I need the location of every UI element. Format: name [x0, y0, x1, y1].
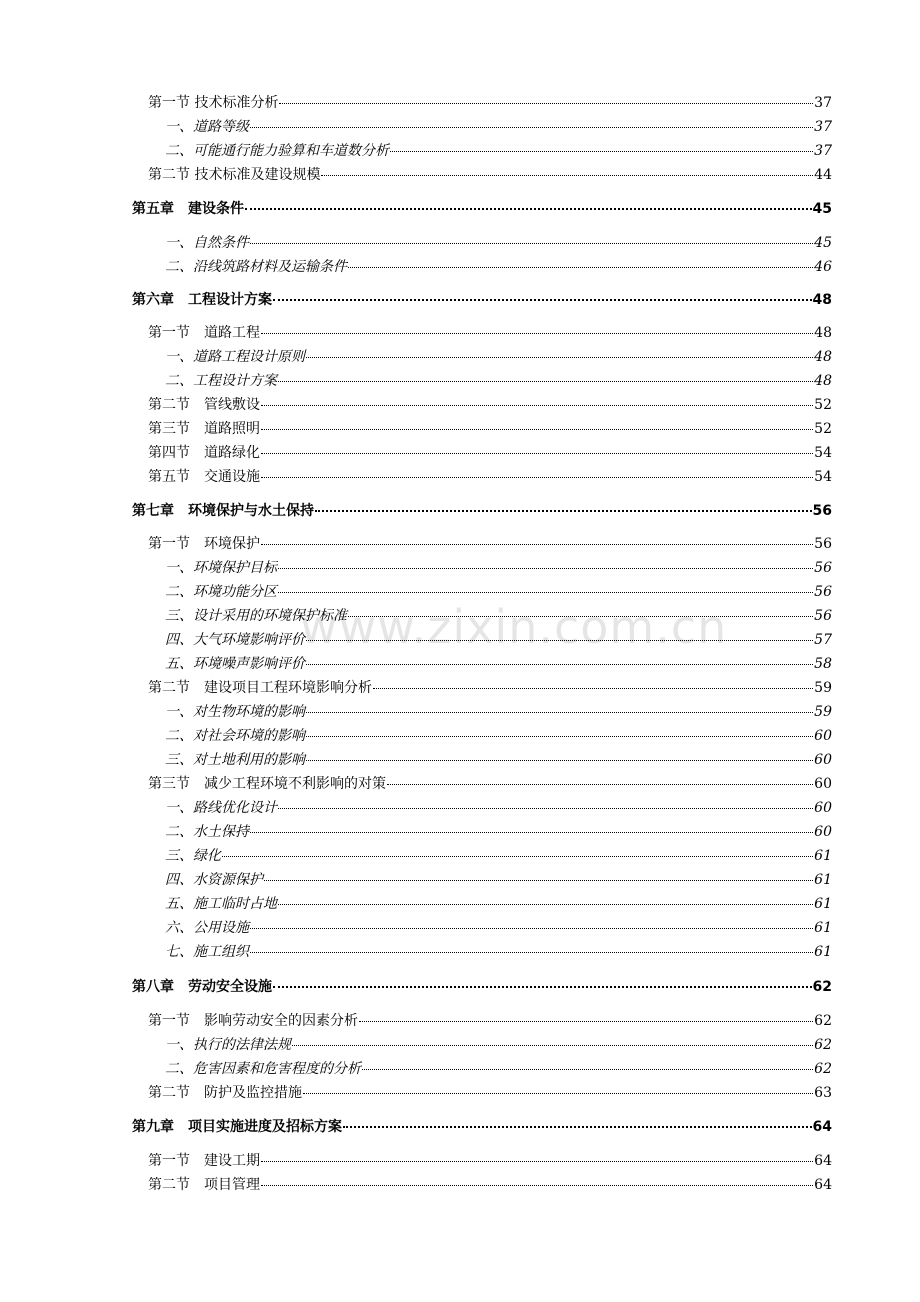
toc-entry-page: 54	[814, 445, 832, 461]
toc-entry-label: 二、可能通行能力验算和车道数分析	[165, 143, 389, 159]
toc-entry-page: 44	[814, 167, 832, 183]
toc-entry[interactable]	[148, 92, 832, 112]
toc-entry-label: 第三节 道路照明	[148, 421, 260, 437]
toc-entry-page: 46	[814, 259, 832, 275]
toc-entry-page: 48	[814, 349, 832, 365]
toc-chapter[interactable]	[132, 198, 832, 218]
toc-entry-label: 一、路线优化设计	[165, 800, 277, 816]
toc-entry-page: 48	[814, 325, 832, 341]
dot-leader	[278, 592, 813, 593]
toc-entry[interactable]	[165, 629, 832, 649]
toc-entry-page: 61	[814, 896, 832, 912]
toc-entry-label: 二、对社会环境的影响	[165, 728, 305, 744]
toc-entry-page: 52	[814, 397, 832, 413]
toc-entry-label: 第四节 道路绿化	[148, 445, 260, 461]
toc-entry-label: 一、自然条件	[165, 235, 249, 251]
toc-entry-page: 60	[814, 728, 832, 744]
dot-leader	[278, 568, 813, 569]
dot-leader	[261, 453, 813, 454]
toc-entry[interactable]	[165, 869, 832, 889]
toc-entry-page: 59	[814, 704, 832, 720]
toc-entry-label: 二、环境功能分区	[165, 584, 277, 600]
toc-entry-page: 64	[814, 1153, 832, 1169]
dot-leader	[306, 664, 813, 665]
dot-leader	[278, 808, 813, 809]
toc-entry[interactable]	[165, 653, 832, 673]
dot-leader	[306, 736, 813, 737]
toc-entry[interactable]	[165, 256, 832, 276]
toc-entry[interactable]	[165, 370, 832, 390]
toc-entry[interactable]	[165, 557, 832, 577]
toc-chapter-label: 第七章 环境保护与水土保持	[132, 503, 314, 519]
toc-entry-label: 二、水土保持	[165, 824, 249, 840]
dot-leader	[359, 1021, 813, 1022]
toc-entry-page: 58	[814, 656, 832, 672]
toc-chapter-label: 第九章 项目实施进度及招标方案	[132, 1119, 342, 1135]
dot-leader	[278, 381, 813, 382]
toc-entry-page: 52	[814, 421, 832, 437]
dot-leader	[261, 1161, 813, 1162]
toc-entry-label: 第一节 环境保护	[148, 536, 260, 552]
toc-chapter-label: 第八章 劳动安全设施	[132, 979, 272, 995]
toc-entry-label: 七、施工组织	[165, 944, 249, 960]
toc-entry-label: 二、沿线筑路材料及运输条件	[165, 259, 347, 275]
toc-entry-label: 第一节 道路工程	[148, 325, 260, 341]
toc-chapter[interactable]	[132, 289, 832, 309]
toc-entry-page: 60	[814, 752, 832, 768]
toc-entry[interactable]	[148, 466, 832, 486]
toc-entry-page: 62	[814, 1037, 832, 1053]
toc-entry-page: 56	[814, 608, 832, 624]
toc-entry-page: 60	[814, 800, 832, 816]
dot-leader	[261, 429, 813, 430]
toc-entry-label: 第二节 建设项目工程环境影响分析	[148, 680, 372, 696]
toc-entry-page: 45	[814, 235, 832, 251]
toc-entry-label: 六、公用设施	[165, 920, 249, 936]
toc-chapter-page: 64	[812, 1119, 832, 1135]
toc-entry-page: 61	[814, 848, 832, 864]
dot-leader	[261, 1185, 813, 1186]
dot-leader	[348, 616, 813, 617]
dot-leader	[264, 880, 813, 881]
toc-entry[interactable]	[148, 394, 832, 414]
dot-leader	[250, 243, 813, 244]
toc-entry-page: 60	[814, 824, 832, 840]
toc-entry-label: 三、设计采用的环境保护标准	[165, 608, 347, 624]
toc-entry-label: 二、工程设计方案	[165, 373, 277, 389]
toc-entry-label: 三、绿化	[165, 848, 221, 864]
dot-leader	[348, 267, 813, 268]
toc-entry-label: 二、危害因素和危害程度的分析	[165, 1061, 361, 1077]
toc-entry-label: 一、环境保护目标	[165, 560, 277, 576]
toc-entry[interactable]	[148, 1082, 832, 1102]
toc-entry[interactable]	[165, 725, 832, 745]
dot-leader	[315, 510, 812, 512]
toc-entry[interactable]	[165, 701, 832, 721]
toc-entry-page: 37	[814, 119, 832, 135]
toc-entry[interactable]	[148, 442, 832, 462]
toc-entry-page: 61	[814, 872, 832, 888]
toc-entry[interactable]	[165, 749, 832, 769]
toc-entry[interactable]	[165, 232, 832, 252]
toc-entry-label: 第二节 防护及监控措施	[148, 1085, 302, 1101]
toc-entry-label: 第一节 技术标准分析	[148, 95, 279, 111]
toc-entry-label: 第五节 交通设施	[148, 469, 260, 485]
toc-chapter-page: 62	[812, 979, 832, 995]
dot-leader	[250, 127, 813, 128]
toc-entry-label: 一、执行的法律法规	[165, 1037, 291, 1053]
toc-entry[interactable]	[165, 821, 832, 841]
toc-entry-label: 第一节 建设工期	[148, 1153, 260, 1169]
toc-entry[interactable]	[148, 418, 832, 438]
dot-leader	[306, 712, 813, 713]
toc-entry-page: 54	[814, 469, 832, 485]
toc-entry-page: 56	[814, 560, 832, 576]
dot-leader	[306, 357, 813, 358]
dot-leader	[222, 856, 813, 857]
toc-entry[interactable]	[148, 1010, 832, 1030]
toc-entry-label: 四、水资源保护	[165, 872, 263, 888]
dot-leader	[273, 299, 812, 301]
dot-leader	[261, 544, 813, 545]
dot-leader	[306, 640, 813, 641]
toc-entry[interactable]	[148, 322, 832, 342]
dot-leader	[278, 904, 813, 905]
toc-entry[interactable]	[148, 677, 832, 697]
toc-chapter-page: 45	[812, 201, 832, 217]
toc-entry[interactable]	[165, 605, 832, 625]
dot-leader	[373, 688, 813, 689]
toc-entry[interactable]	[148, 533, 832, 553]
toc-entry-label: 三、对土地利用的影响	[165, 752, 305, 768]
dot-leader	[390, 151, 813, 152]
dot-leader	[362, 1069, 813, 1070]
dot-leader	[261, 405, 813, 406]
toc-chapter-label: 第五章 建设条件	[132, 201, 244, 217]
toc-entry-page: 37	[814, 95, 832, 111]
dot-leader	[261, 333, 813, 334]
toc-entry-page: 59	[814, 680, 832, 696]
toc-chapter[interactable]	[132, 1116, 832, 1136]
dot-leader	[387, 784, 813, 785]
toc-entry-page: 64	[814, 1177, 832, 1193]
toc-entry-page: 56	[814, 536, 832, 552]
toc-entry-page: 37	[814, 143, 832, 159]
dot-leader	[292, 1045, 813, 1046]
toc-entry-page: 61	[814, 944, 832, 960]
toc-entry-label: 四、大气环境影响评价	[165, 632, 305, 648]
toc-entry[interactable]	[165, 116, 832, 136]
toc-chapter-page: 56	[812, 503, 832, 519]
toc-entry-label: 一、道路工程设计原则	[165, 349, 305, 365]
toc-entry-label: 第二节 技术标准及建设规模	[148, 167, 321, 183]
dot-leader	[306, 760, 813, 761]
toc-entry[interactable]	[165, 140, 832, 160]
toc-entry-label: 第二节 项目管理	[148, 1177, 260, 1193]
toc-entry-label: 第三节 减少工程环境不利影响的对策	[148, 776, 386, 792]
dot-leader	[261, 477, 813, 478]
toc-chapter-label: 第六章 工程设计方案	[132, 292, 272, 308]
toc-entry-label: 一、对生物环境的影响	[165, 704, 305, 720]
toc-entry[interactable]	[148, 164, 832, 184]
toc-chapter[interactable]	[132, 976, 832, 996]
toc-entry[interactable]	[148, 1150, 832, 1170]
dot-leader	[245, 208, 812, 210]
watermark: www.zixin.com.cn	[300, 600, 728, 654]
toc-entry-label: 五、施工临时占地	[165, 896, 277, 912]
toc-entry[interactable]	[148, 1174, 832, 1194]
toc-entry[interactable]	[165, 1058, 832, 1078]
dot-leader	[250, 832, 813, 833]
toc-entry-label: 第一节 影响劳动安全的因素分析	[148, 1013, 358, 1029]
toc-entry-label: 第二节 管线敷设	[148, 397, 260, 413]
toc-entry[interactable]	[165, 917, 832, 937]
toc-entry[interactable]	[165, 797, 832, 817]
toc-entry-page: 48	[814, 373, 832, 389]
dot-leader	[343, 1126, 812, 1128]
dot-leader	[303, 1093, 813, 1094]
toc-entry-page: 62	[814, 1061, 832, 1077]
toc-entry-label: 五、环境噪声影响评价	[165, 656, 305, 672]
toc-chapter-page: 48	[812, 292, 832, 308]
toc-entry-page: 62	[814, 1013, 832, 1029]
toc-entry[interactable]	[165, 845, 832, 865]
toc-entry-page: 56	[814, 584, 832, 600]
toc-chapter[interactable]	[132, 500, 832, 520]
toc-entry[interactable]	[165, 893, 832, 913]
dot-leader	[250, 952, 813, 953]
toc-entry[interactable]	[148, 773, 832, 793]
toc-entry[interactable]	[165, 1034, 832, 1054]
toc-entry-page: 63	[814, 1085, 832, 1101]
toc-entry[interactable]	[165, 346, 832, 366]
toc-entry-page: 60	[814, 776, 832, 792]
toc-entry[interactable]	[165, 941, 832, 961]
toc-entry-page: 57	[814, 632, 832, 648]
dot-leader	[321, 175, 813, 176]
toc-entry[interactable]	[165, 581, 832, 601]
toc-entry-label: 一、道路等级	[165, 119, 249, 135]
toc-entry-page: 61	[814, 920, 832, 936]
dot-leader	[273, 986, 812, 988]
dot-leader	[279, 103, 813, 104]
dot-leader	[250, 928, 813, 929]
